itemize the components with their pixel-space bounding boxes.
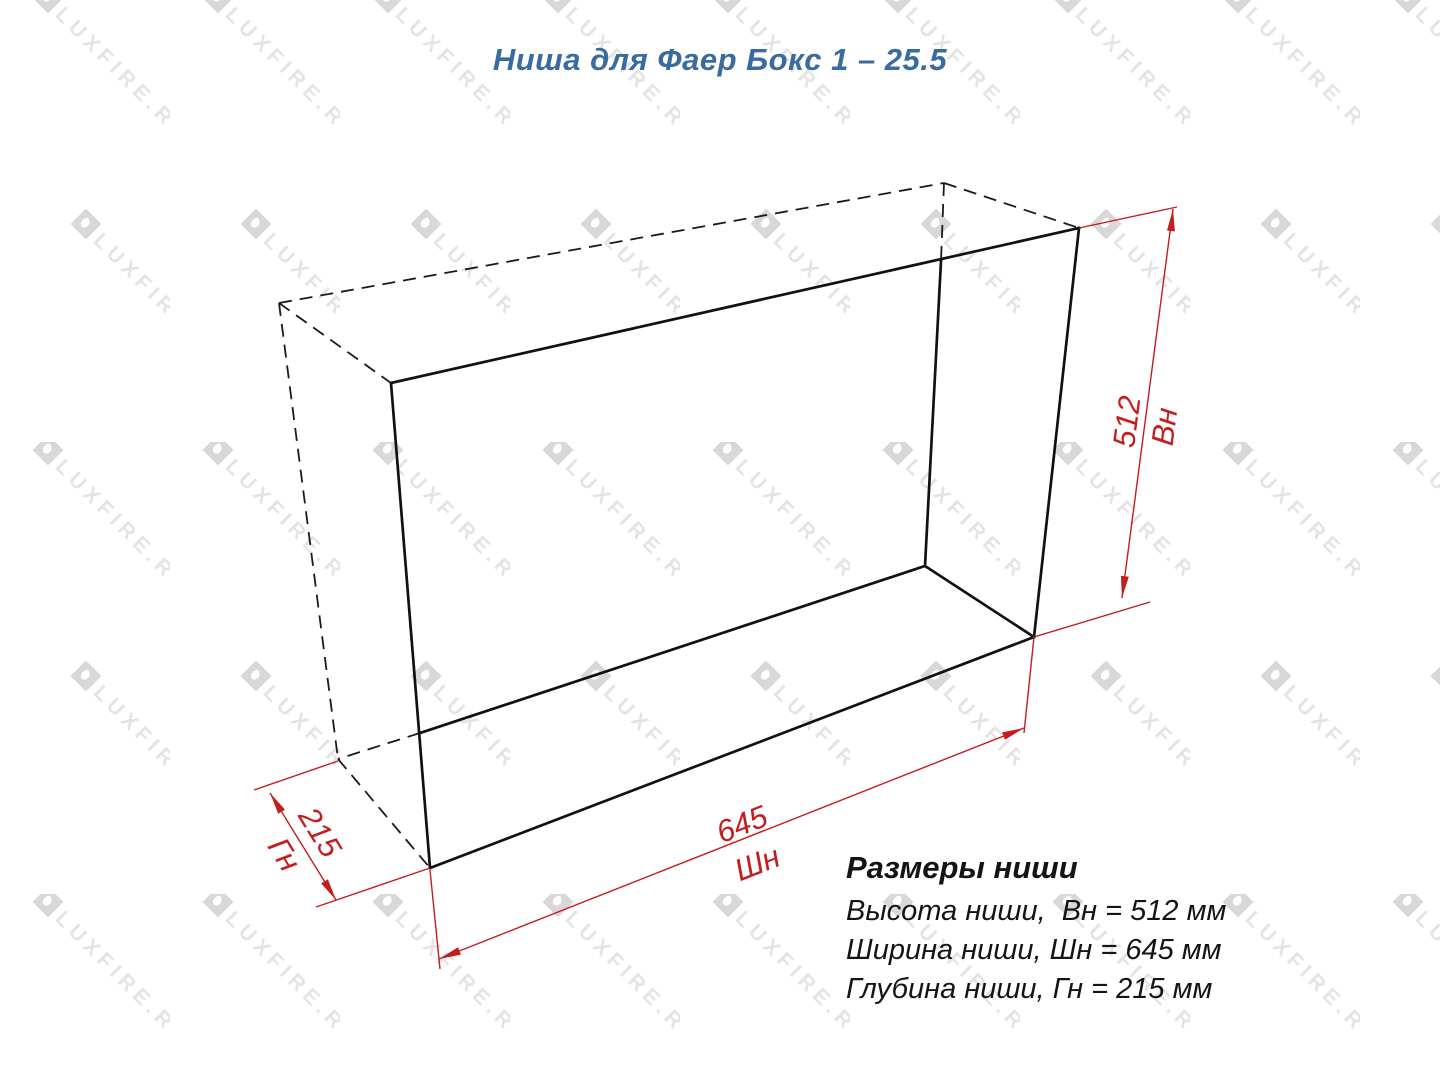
height-extension-line-top (1079, 207, 1177, 228)
back-top-edge-dashed (279, 183, 944, 303)
height-value-label: 512 (1106, 393, 1148, 450)
legend-block (846, 848, 1226, 1009)
inner-bottom-back-edge-hidden-dashed (338, 733, 420, 759)
height-extension-line-bottom (1034, 602, 1150, 637)
depth-extension-line-back (254, 761, 338, 790)
height-arrow-bottom (1121, 576, 1129, 598)
hidden-edges-group (279, 183, 1079, 868)
depth-value-label: 215 (291, 801, 349, 864)
legend-line-depth: Глубина ниши, Гн = 215 мм (846, 973, 1213, 1005)
top-right-depth-edge-dashed (944, 183, 1079, 228)
inner-back-right-edge (925, 261, 941, 566)
bottom-left-depth-edge-dashed (338, 759, 430, 868)
legend-line-width: Ширина ниши, Шн = 645 мм (846, 934, 1222, 966)
legend-heading: Размеры ниши (846, 850, 1078, 885)
depth-dimension-labels (255, 800, 349, 886)
legend-line-height: Высота ниши, Вн = 512 мм (846, 895, 1227, 927)
width-value-label: 645 (711, 798, 773, 851)
back-left-edge-dashed (279, 303, 338, 759)
height-dimension-labels (1106, 394, 1185, 455)
front-right-edge (1034, 228, 1079, 637)
inner-bottom-right-edge (925, 566, 1034, 637)
depth-extension-line-front (316, 868, 430, 907)
depth-name-label: Гн (260, 831, 308, 878)
depth-arrow-bottom (321, 879, 336, 900)
width-arrow-right (1002, 728, 1024, 740)
top-left-depth-edge-dashed (279, 303, 391, 383)
height-arrow-top (1167, 209, 1175, 232)
width-extension-line-right (1024, 637, 1034, 733)
front-left-edge (391, 383, 430, 868)
visible-edges-group (391, 228, 1079, 868)
width-extension-line-left (430, 870, 440, 969)
page-title: Ниша для Фаер Бокс 1 – 25.5 (492, 42, 948, 77)
height-name-label: Вн (1144, 405, 1185, 448)
front-top-edge (391, 228, 1079, 383)
back-right-edge-hidden-dashed (941, 183, 944, 261)
depth-arrow-top (270, 793, 285, 814)
width-dimension-labels (711, 798, 788, 889)
width-arrow-left (439, 947, 461, 959)
width-name-label: Шн (729, 838, 785, 888)
